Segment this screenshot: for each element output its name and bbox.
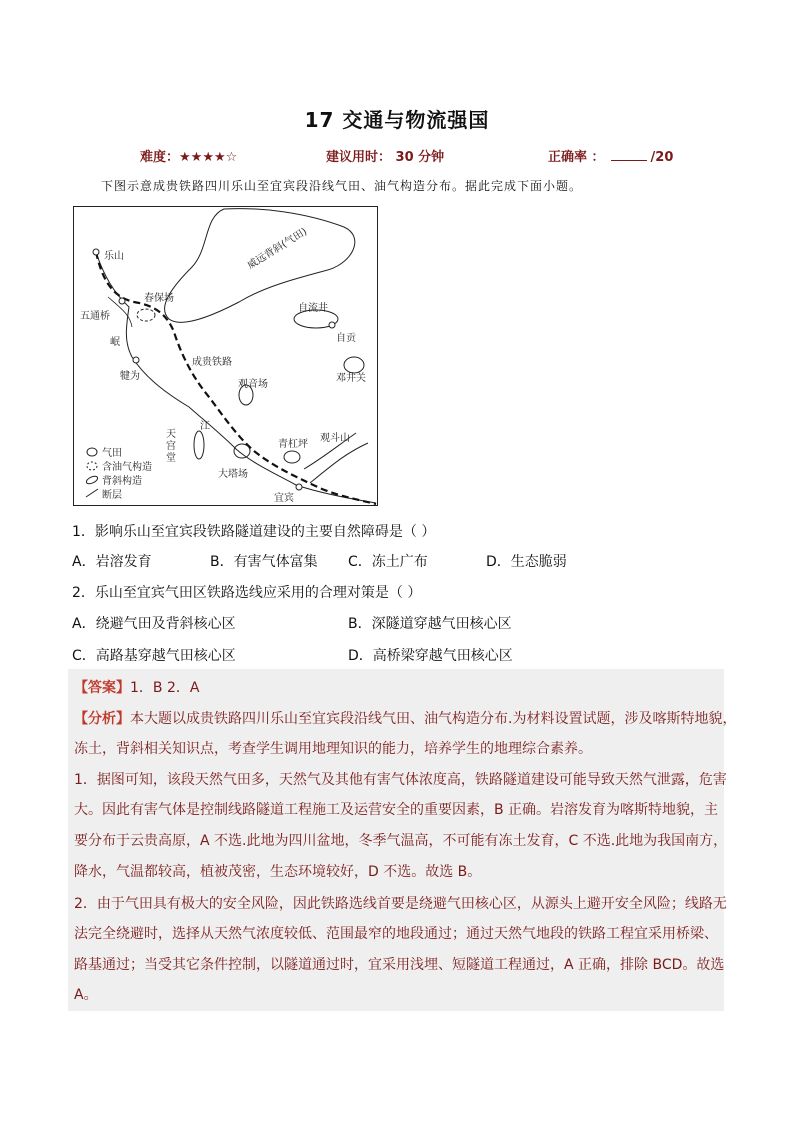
label-leshan: 乐山 [104, 251, 124, 262]
label-qinghongping: 青杠坪 [278, 439, 308, 450]
answer-line [74, 677, 199, 697]
explanation-2-line-3: 路基通过；当受其它条件控制，以隧道通过时，宜采用浅埋、短隧道工程通过，A 正确，排除 BCD。故选 [74, 957, 725, 973]
legend-oil-gas: 含油气构造 [102, 462, 152, 473]
explanation-2-line-2: 法完全绕避时，选择从天然气浓度较低、范围最窄的地段通过；通过天然气地段的铁路工程宜采用桥梁、 [74, 926, 718, 942]
analysis-tag: 【分析】 [74, 711, 130, 727]
q1-option-c[interactable]: C．冻土广布 [348, 554, 428, 570]
q2-option-b[interactable]: B．深隧道穿越气田核心区 [348, 616, 512, 632]
city-leshan [93, 249, 99, 255]
question-1-stem: 1．影响乐山至宜宾段铁路隧道建设的主要自然障碍是（ ） [72, 524, 436, 540]
difficulty-label: 难度： [140, 150, 180, 165]
difficulty [140, 146, 237, 165]
q1-option-a[interactable]: A．岩溶发育 [72, 554, 152, 570]
answer-section [68, 669, 737, 1011]
analysis-line-1: 【分析】本大题以成贵铁路四川乐山至宜宾段沿线气田、油气构造分布.为材料设置试题，涉及喀斯特地貌， [74, 711, 737, 727]
label-ziliujing: 自流井 [298, 303, 328, 314]
time-value: 30 分钟 [395, 150, 445, 165]
label-dengjingguan: 邓井关 [336, 373, 366, 384]
analysis-line-2: 冻土，背斜相关知识点，考查学生调用地理知识的能力，培养学生的地理综合素养。 [74, 741, 592, 757]
accuracy-blank[interactable] [611, 148, 647, 161]
label-wutongqiao: 五通桥 [80, 311, 110, 322]
difficulty-stars: ★★★★☆ [179, 150, 238, 165]
time-label: 建议用时： [326, 150, 392, 165]
label-guanyinchang: 观音场 [238, 379, 268, 390]
suggested-time [326, 146, 444, 165]
label-weiyuan: 威远背斜(气田) [245, 226, 310, 272]
legend-gas-field: 气田 [102, 448, 122, 459]
answer-tag: 【答案】 [74, 680, 130, 696]
page-title: 17 交通与物流强国 [304, 108, 490, 132]
q2-option-d[interactable]: D．高桥梁穿越气田核心区 [348, 648, 513, 664]
answer-text: 1．B 2．A [130, 680, 200, 696]
q1-option-d[interactable]: D．生态脆弱 [486, 554, 567, 570]
label-zigong: 自贡 [336, 333, 356, 344]
explanation-1-line-2: 大。因此有害气体是控制线路隧道工程施工及运营安全的重要因素，B 正确。岩溶发育为喀斯特地貌，主 [74, 802, 719, 818]
q2-option-a[interactable]: A．绕避气田及背斜核心区 [72, 616, 236, 632]
explanation-2-line-4: A。 [74, 987, 98, 1003]
question-intro: 下图示意成贵铁路四川乐山至宜宾段沿线气田、油气构造分布。据此完成下面小题。 [101, 179, 583, 193]
label-tiangongtang-vertical [166, 428, 176, 464]
label-chunbaochang: 春保场 [144, 293, 174, 304]
legend-oil-gas-symbol [87, 462, 97, 470]
dengjingguan-gas-field [344, 357, 364, 373]
map-svg [74, 207, 379, 507]
legend-anticline: 背斜构造 [102, 476, 142, 487]
explanation-1-line-1: 1．据图可知，该段天然气田多，天然气及其他有害气体浓度高，铁路隧道建设可能导致天然气泄露，危害 [74, 772, 727, 788]
legend-fault: 断层 [102, 490, 122, 501]
label-datachang: 大塔场 [218, 469, 248, 480]
meta-row [0, 146, 794, 166]
label-tiangongtang: 天宫堂 [166, 429, 176, 464]
label-jianwei: 犍为 [120, 371, 140, 382]
qinghongping-gas-field [284, 451, 300, 463]
accuracy [548, 146, 673, 165]
explanation-1-line-4: 降水，气温都较高，植被茂密，生态环境较好，D 不选。故选 B。 [74, 864, 482, 880]
label-chenggui: 成贵铁路 [192, 357, 232, 368]
q1-option-b[interactable]: B．有害气体富集 [210, 554, 318, 570]
label-guandoushan: 观斗山 [320, 433, 350, 444]
legend-fault-symbol [86, 489, 98, 497]
accuracy-total: /20 [650, 150, 674, 165]
label-min: 岷 [110, 337, 120, 348]
accuracy-label: 正确率 ： [548, 150, 605, 165]
q2-option-c[interactable]: C．高路基穿越气田核心区 [72, 648, 236, 664]
city-zigong [329, 322, 335, 328]
gas-field [234, 444, 250, 458]
explanation-1-line-3: 要分布于云贵高原，A 不选.此地为四川盆地，冬季气温高，不可能有冻土发育，C 不选.此地为我国南方， [74, 833, 728, 849]
legend-anticline-symbol [85, 475, 98, 486]
question-2-stem: 2．乐山至宜宾气田区铁路选线应采用的合理对策是（ ） [72, 585, 422, 601]
city-yibin [296, 484, 302, 490]
oil-gas-structure [137, 309, 155, 321]
label-yibin: 宜宾 [274, 493, 294, 504]
tiangongtang-gas-field [194, 431, 204, 459]
map-legend [85, 447, 152, 501]
label-jiang: 江 [200, 421, 210, 432]
legend-gas-field-symbol [87, 448, 97, 456]
map-figure [73, 206, 378, 506]
fault-line [310, 443, 368, 483]
city-jianwei [133, 357, 139, 363]
city-wutongqiao [119, 298, 125, 304]
explanation-2-line-1: 2．由于气田具有极大的安全风险，因此铁路选线首要是绕避气田核心区，从源头上避开安全风险；线路无 [74, 896, 727, 912]
